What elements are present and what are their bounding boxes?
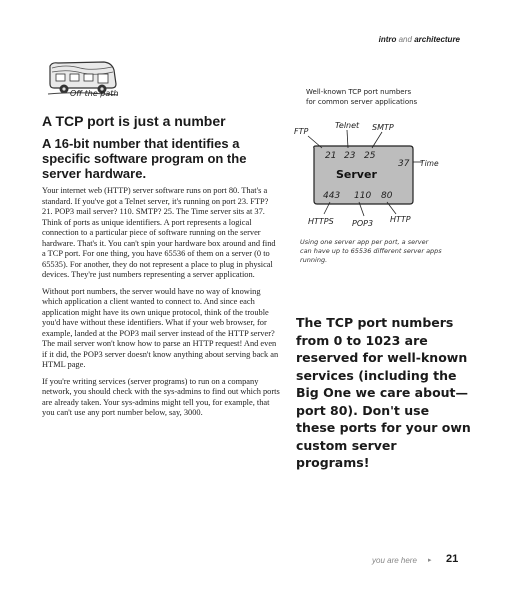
port-diagram [292, 118, 442, 230]
callout-text: The TCP port numbers from 0 to 1023 are reserved for well-known services (including the Big One we care about—port 80). Don't use these ports for your own custom server programs! [296, 315, 471, 470]
paragraph: If you're writing services (server programs) to run on a company network, you should check with the sys-admins to find out which ports are already taken. Your sys-admins might tell you, for example, that you can't use any port number below, say, 3000. [42, 376, 280, 417]
paragraph: Your internet web (HTTP) server software runs on port 80. That's a standard. If you've got a Telnet server, it's running on port 23. FTP? 21. POP3 mail server? 110. SMTP? 25. The Time server sits at 37. Think of ports as unique identifiers. A port represents a logical connection to a particular piece of software running on the server hardware. That's it. You can't spin your hardware box around and find a TCP port. For one thing, you have 65536 of them on a server (0 to 65535). For another, they do not represent a place to plug in physical devices. They're just numbers representing a server application. [42, 186, 276, 279]
server-label: Server [336, 168, 377, 181]
page-subtitle: A 16-bit number that identifies a specific software program on the server hardware. [42, 136, 247, 181]
http-label: HTTP [390, 215, 411, 224]
running-head-strong: intro [378, 35, 397, 44]
footer-arrow-icon: ▸ [428, 556, 432, 564]
https-label: HTTPS [308, 217, 334, 226]
paragraph: Without port numbers, the server would have no way of knowing which application a client wanted to connect to. And since each application might have its own unique protocol, think of the trouble you'd have without these identifiers. What if your web browser, for example, landed at the POP3 mail server instead of the HTTP server? The mail server won't know how to parse an HTTP request! And even if it did, the POP3 server doesn't know anything about serving back an HTML page. [42, 286, 279, 369]
port-23: 23 [344, 151, 356, 161]
port-80: 80 [381, 191, 393, 201]
port-37: 37 [398, 159, 410, 169]
diagram-caption [306, 87, 446, 107]
port-110: 110 [354, 191, 372, 201]
body-text [42, 186, 280, 425]
port-21: 21 [325, 151, 337, 161]
diagram-note: Using one server app per port, a server can have up to 65536 different server apps running. [300, 238, 442, 264]
time-label: Time [420, 159, 439, 168]
off-the-path-label: Off the path [70, 89, 119, 98]
diagram-caption-line: Well-known TCP port numbers [306, 88, 412, 96]
ftp-label: FTP [294, 127, 309, 136]
running-head-connector: and [398, 35, 412, 44]
running-head [330, 35, 460, 44]
footer-you-are-here: you are here [372, 556, 417, 565]
running-head-section: architecture [414, 35, 460, 44]
port-443: 443 [323, 191, 341, 201]
page-number: 21 [446, 553, 459, 565]
port-25: 25 [364, 151, 376, 161]
page-title: A TCP port is just a number [42, 113, 226, 129]
smtp-label: SMTP [372, 123, 394, 132]
diagram-caption-line: for common server applications [306, 98, 418, 106]
telnet-label: Telnet [335, 121, 360, 130]
pop3-label: POP3 [352, 219, 374, 228]
